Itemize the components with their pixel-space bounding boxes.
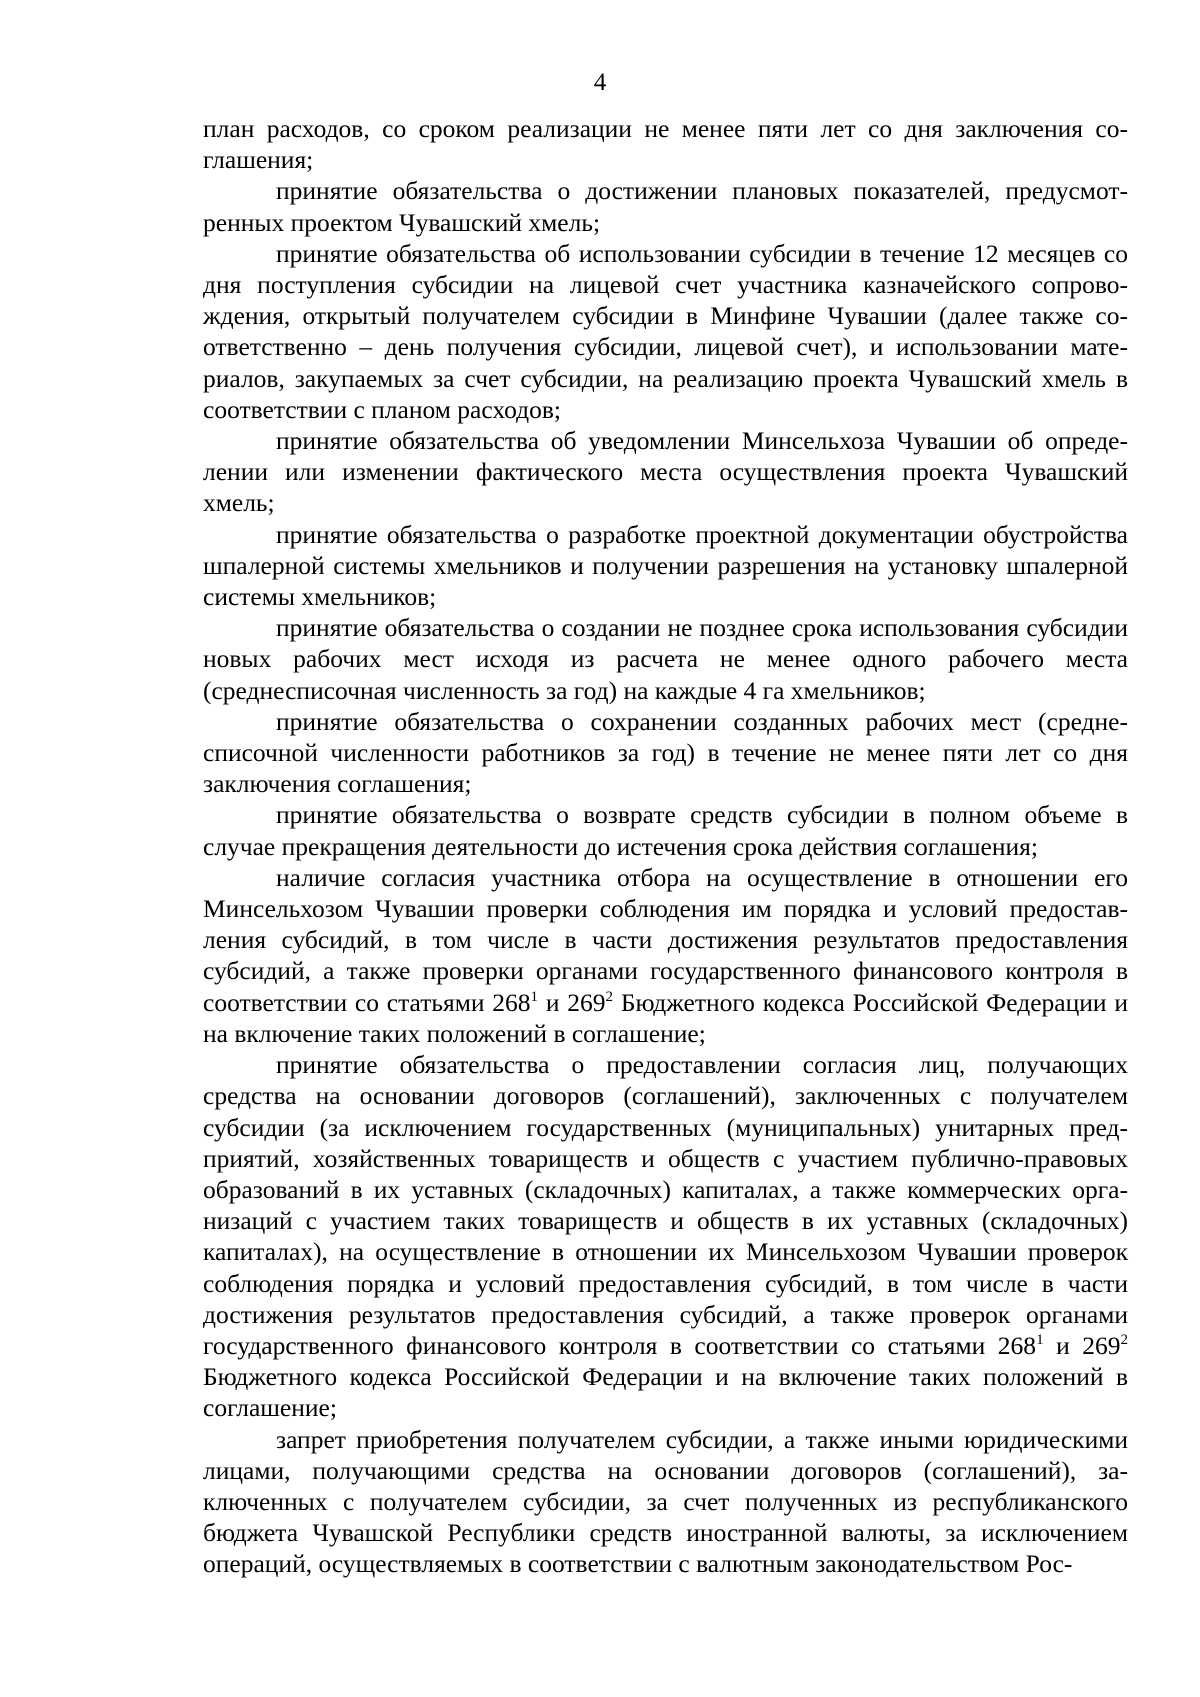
document-body (203, 113, 1128, 1580)
paragraph-fragment: наличие согласия участника отбора на осуществление в отношении его Минсельхозом Чувашии проверки соблюдения им порядка и условий предоставления субсидий, в том числе в части достижения результатов предоставления субсидий, а также проверки органами государственного финансового контроля в соответствии со статьями 268 (203, 862, 1128, 1017)
paragraph-fragment: Бюджетного кодекса Российской Федерации и на включение таких положений в соглашение; (203, 987, 1128, 1048)
paragraph-fragment: Бюджетного кодекса Российской Федерации и на включение таких положений в соглашение; (203, 1362, 1128, 1423)
paragraph: принятие обязательства о достижении плановых показателей, предусмотренных проектом Чувашский хмель; (203, 176, 1128, 237)
footnote-superscript: 1 (530, 988, 539, 1005)
footnote-superscript: 1 (1036, 1331, 1044, 1348)
paragraph: план расходов, со сроком реализации не менее пяти лет со дня заключения соглашения; (203, 114, 1128, 175)
footnote-superscript: 2 (1120, 1331, 1128, 1348)
paragraph-fragment: и 269 (1043, 1330, 1121, 1360)
footnote-superscript: 2 (605, 988, 614, 1005)
paragraph: принятие обязательства о создании не позднее срока использования субсидии новых рабочих мест исходя из расчета не менее одного рабочего места (среднесписочная численность за год) на каждые 4 га хмельников; (203, 613, 1128, 705)
paragraph-fragment: принятие обязательства о предоставлении согласия лиц, получающих средства на основании договоров (соглашений), заключенных с получателем субсидии (за исключением государственных (муниципальных) унитарных предприятий, хозяйственных товариществ и обществ с участием публично-правовых образований в их уставных (складочных) капиталах, а также коммерческих организаций с участием таких товариществ и обществ в их уставных (складочных) капиталах), на осуществление в отношении их Минсельхозом Чувашии проверок соблюдения порядка и условий предоставления субсидий, в том числе в части достижения результатов предоставления субсидий, а также проверок органами государственного финансового контроля в соответствии со статьями 268 (203, 1050, 1128, 1360)
paragraph-fragment: и 269 (538, 987, 606, 1017)
paragraph: запрет приобретения получателем субсидии, а также иными юридическими лицами, получающими средства на основании договоров (соглашений), заключенных с получателем субсидии, за счет полученных из республиканского бюджета Чувашской Республики средств иностранной валюты, за исключением операций, осуществляемых в соответствии с валютным законодательством Рос- (203, 1424, 1128, 1579)
paragraph: принятие обязательства о сохранении созданных рабочих мест (среднесписочной численности работников за год) в течение не менее пяти лет со дня заключения соглашения; (203, 706, 1128, 799)
paragraph (203, 1049, 1128, 1423)
paragraph: принятие обязательства об использовании субсидии в течение 12 месяцев со дня поступления субсидии на лицевой счет участника казначейского сопровождения, открытый получателем субсидии в Минфине Чувашии (далее также соответственно – день получения субсидии, лицевой счет), и использовании материалов, закупаемых за счет субсидии, на реализацию проекта Чувашский хмель в соответствии с планом расходов; (203, 238, 1128, 424)
paragraph: принятие обязательства о разработке проектной документации обустройства шпалерной системы хмельников и получении разрешения на установку шпалерной системы хмельников; (203, 519, 1128, 612)
paragraph: принятие обязательства об уведомлении Минсельхоза Чувашии об определении или изменении фактического места осуществления проекта Чувашский хмель; (203, 426, 1128, 518)
page-number: 4 (593, 69, 607, 96)
paragraph: принятие обязательства о возврате средств субсидии в полном объеме в случае прекращения деятельности до истечения срока действия соглашения; (203, 800, 1128, 861)
paragraph (203, 862, 1128, 1049)
